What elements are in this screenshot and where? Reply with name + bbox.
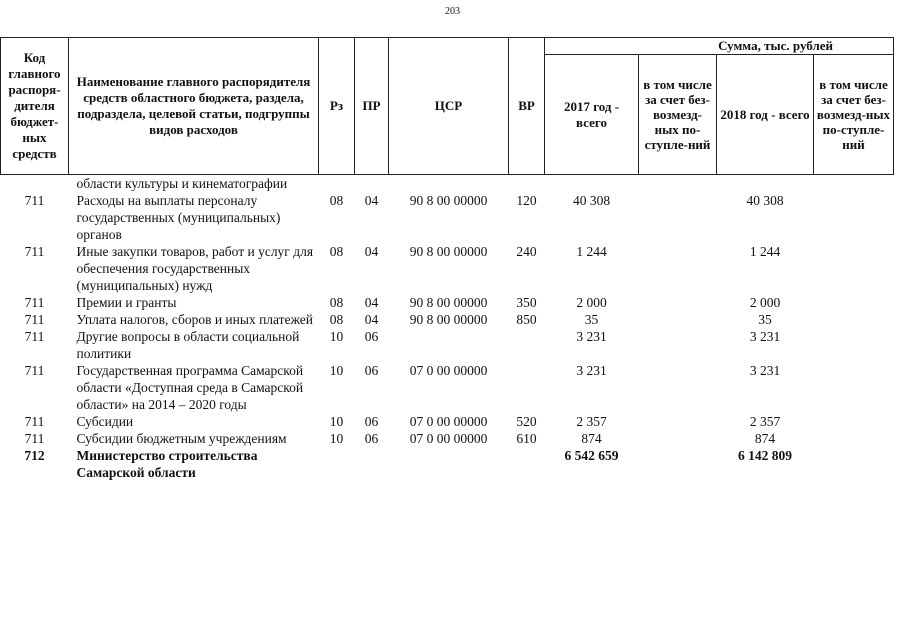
cell-rz: 10 <box>329 431 344 446</box>
cell-2017-total: 35 <box>584 312 599 327</box>
cell-rz: 10 <box>329 363 344 378</box>
cell-2017-total: 6 542 659 <box>564 448 619 463</box>
cell-2018-total: 3 231 <box>749 363 781 378</box>
table-row <box>1 175 894 193</box>
cell-pr: 06 <box>364 431 379 446</box>
cell-code: 711 <box>24 329 45 344</box>
table-row <box>1 413 894 430</box>
cell-pr: 04 <box>364 312 379 327</box>
header-rz: Рз <box>319 38 355 175</box>
cell-vr <box>509 175 545 193</box>
cell-code: 711 <box>24 431 45 446</box>
cell-2017-incl <box>639 311 717 328</box>
cell-rz: 08 <box>329 312 344 327</box>
cell-2018-incl <box>814 430 894 447</box>
cell-2017-total: 2 357 <box>576 414 607 429</box>
cell-vr: 350 <box>516 295 537 310</box>
header-vr: ВР <box>509 38 545 175</box>
table-row <box>1 430 894 447</box>
cell-vr <box>509 447 545 481</box>
cell-csr: 90 8 00 00000 <box>409 295 488 310</box>
cell-vr: 610 <box>516 431 537 446</box>
cell-2017-total: 3 231 <box>576 329 607 344</box>
cell-name: Иные закупки товаров, работ и услуг для обеспечения государственных (муниципальных) нужд <box>76 244 314 293</box>
cell-2018-incl <box>814 294 894 311</box>
cell-2018-total: 2 000 <box>749 295 781 310</box>
table-row <box>1 447 894 481</box>
cell-2017-incl <box>639 430 717 447</box>
cell-pr <box>355 175 389 193</box>
cell-2018-total <box>717 175 814 193</box>
header-name: Наименование главного распорядителя средств областного бюджета, раздела, подраздела, целевой статьи, подгруппы видов расходов <box>69 38 319 175</box>
header-pr: ПР <box>355 38 389 175</box>
cell-rz <box>319 175 355 193</box>
cell-2018-total: 874 <box>754 431 776 446</box>
cell-pr: 06 <box>364 329 379 344</box>
cell-csr: 90 8 00 00000 <box>409 193 488 208</box>
cell-vr: 240 <box>516 244 537 259</box>
cell-2018-incl <box>814 243 894 294</box>
cell-pr: 06 <box>364 414 379 429</box>
table-row <box>1 362 894 413</box>
cell-pr: 06 <box>364 363 379 378</box>
table-row <box>1 294 894 311</box>
cell-2018-incl <box>814 447 894 481</box>
cell-csr: 07 0 00 00000 <box>409 414 488 429</box>
cell-csr <box>389 447 509 481</box>
cell-2018-incl <box>814 362 894 413</box>
budget-table <box>0 37 894 481</box>
cell-2018-incl <box>814 175 894 193</box>
cell-name: Министерство строительства Самарской области <box>76 448 258 480</box>
cell-name: Другие вопросы в области социальной политики <box>76 329 300 361</box>
cell-vr: 520 <box>516 414 537 429</box>
cell-vr: 850 <box>516 312 537 327</box>
cell-code: 711 <box>24 244 45 259</box>
cell-csr: 90 8 00 00000 <box>409 244 488 259</box>
table-header <box>1 38 894 175</box>
cell-code: 712 <box>24 448 45 463</box>
header-code: Код главного распоря-дителя бюджет-ных средств <box>1 38 69 175</box>
cell-code: 711 <box>24 414 45 429</box>
cell-code <box>1 175 69 193</box>
cell-name: Государственная программа Самарской области «Доступная среда в Самарской области» на 2014 – 2020 годы <box>76 363 304 412</box>
cell-rz: 08 <box>329 193 344 208</box>
header-2018-incl: в том числе за счет без-возмезд-ных по-ступле-ний <box>814 55 894 175</box>
cell-name: Субсидии <box>76 414 134 429</box>
cell-pr: 04 <box>364 244 379 259</box>
cell-2017-incl <box>639 447 717 481</box>
cell-2018-incl <box>814 311 894 328</box>
cell-2017-total: 2 000 <box>576 295 607 310</box>
header-csr: ЦСР <box>389 38 509 175</box>
cell-code: 711 <box>24 295 45 310</box>
cell-2017-incl <box>639 362 717 413</box>
cell-pr <box>355 447 389 481</box>
cell-code: 711 <box>24 363 45 378</box>
cell-2018-total: 35 <box>758 312 772 327</box>
cell-2017-total <box>545 175 639 193</box>
cell-2018-total: 1 244 <box>749 244 781 259</box>
cell-name: области культуры и кинематографии <box>76 176 288 191</box>
cell-name: Расходы на выплаты персоналу государственных (муниципальных) органов <box>76 193 281 242</box>
cell-2017-incl <box>639 175 717 193</box>
cell-name: Субсидии бюджетным учреждениям <box>76 431 287 446</box>
cell-pr: 04 <box>364 193 379 208</box>
cell-2017-incl <box>639 328 717 362</box>
cell-2017-total: 3 231 <box>576 363 607 378</box>
cell-code: 711 <box>24 193 45 208</box>
cell-pr: 04 <box>364 295 379 310</box>
cell-csr: 07 0 00 00000 <box>409 431 488 446</box>
cell-2018-total: 6 142 809 <box>738 448 792 463</box>
cell-name: Уплата налогов, сборов и иных платежей <box>76 312 313 327</box>
page-number: 203 <box>445 6 460 17</box>
cell-csr: 07 0 00 00000 <box>409 363 488 378</box>
table-row <box>1 328 894 362</box>
cell-2017-total: 874 <box>581 431 602 446</box>
cell-2017-incl <box>639 413 717 430</box>
cell-2017-incl <box>639 192 717 243</box>
header-2017-incl: в том числе за счет без-возмезд-ных по-ступле-ний <box>639 55 717 175</box>
cell-2018-incl <box>814 192 894 243</box>
table-body <box>1 175 894 482</box>
table-row <box>1 243 894 294</box>
cell-2017-incl <box>639 294 717 311</box>
cell-csr: 90 8 00 00000 <box>409 312 488 327</box>
cell-rz <box>319 447 355 481</box>
table-row <box>1 192 894 243</box>
cell-rz: 08 <box>329 244 344 259</box>
table-row <box>1 311 894 328</box>
cell-csr <box>389 328 509 362</box>
cell-2018-total: 40 308 <box>746 193 784 208</box>
cell-code: 711 <box>24 312 45 327</box>
cell-rz: 08 <box>329 295 344 310</box>
cell-name: Премии и гранты <box>76 295 177 310</box>
cell-2017-total: 1 244 <box>576 244 607 259</box>
cell-2018-total: 3 231 <box>749 329 781 344</box>
header-sum: Сумма, тыс. рублей <box>545 38 894 55</box>
cell-2018-total: 2 357 <box>749 414 781 429</box>
cell-2018-incl <box>814 328 894 362</box>
cell-2017-total: 40 308 <box>572 193 611 208</box>
header-2018-total: 2018 год - всего <box>717 55 814 175</box>
cell-vr <box>509 362 545 413</box>
cell-rz: 10 <box>329 329 344 344</box>
cell-csr <box>389 175 509 193</box>
cell-2017-incl <box>639 243 717 294</box>
cell-vr: 120 <box>516 193 537 208</box>
cell-vr <box>509 328 545 362</box>
cell-rz: 10 <box>329 414 344 429</box>
cell-2018-incl <box>814 413 894 430</box>
header-2017-total: 2017 год - всего <box>545 55 639 175</box>
